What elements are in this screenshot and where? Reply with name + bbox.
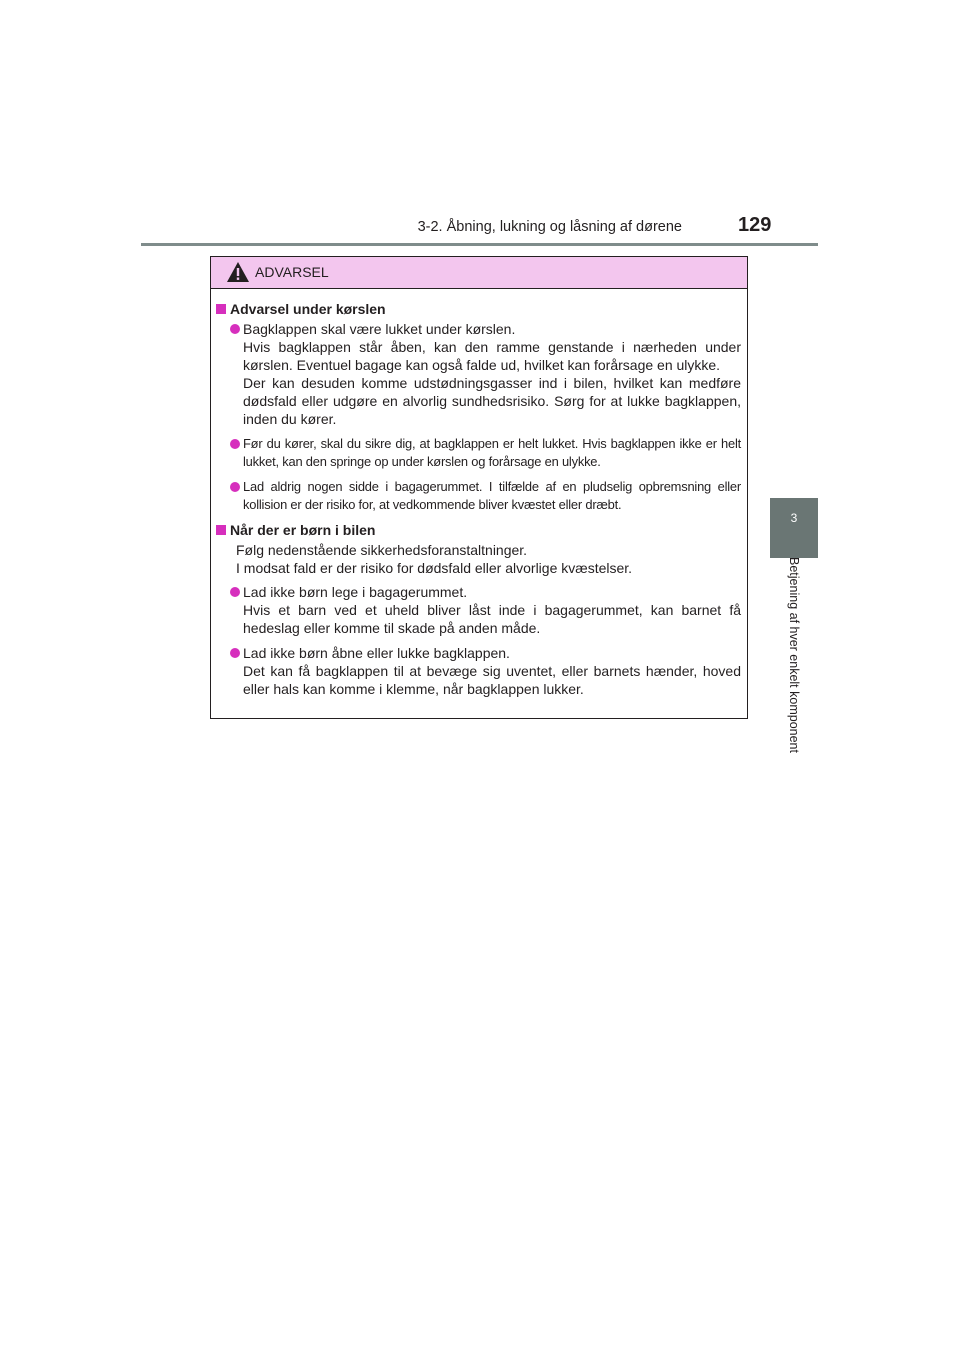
list-item	[216, 320, 741, 428]
section-intro-text: Følg nedenstående sikkerhedsforanstaltninger.	[236, 542, 528, 558]
warning-header	[211, 257, 747, 289]
section-intro	[216, 541, 741, 577]
circle-bullet-icon	[230, 324, 240, 334]
list-item-title: Lad ikke børn lege i bagagerummet.	[243, 584, 468, 600]
circle-bullet-icon	[230, 648, 240, 658]
section-intro-text: I modsat fald er der risiko for dødsfald eller alvorlige kvæstelser.	[236, 560, 633, 576]
warning-section	[216, 521, 741, 698]
circle-bullet-icon	[230, 587, 240, 597]
warning-section	[216, 300, 741, 514]
list-item	[216, 644, 741, 698]
chapter-label: Betjening af hver enkelt komponent	[787, 557, 801, 753]
list-item-text: Før du kører, skal du sikre dig, at bagklappen er helt lukket. Hvis bagklappen ikke er helt lukket, kan den springe op under kørslen og forårsage en ulykke.	[243, 436, 741, 469]
square-bullet-icon	[216, 525, 226, 535]
header-divider	[141, 243, 818, 246]
circle-bullet-icon	[230, 482, 240, 492]
warning-title: ADVARSEL	[255, 264, 329, 280]
section-heading	[216, 300, 741, 318]
chapter-number: 3	[790, 511, 798, 525]
list-item-text: Det kan få bagklappen til at bevæge sig uventet, eller barnets hænder, hoved eller hals kan komme i klemme, når bagklappen lukker.	[243, 663, 741, 697]
list-item-title: Lad ikke børn åbne eller lukke bagklappen.	[243, 645, 510, 661]
list-item-title: Bagklappen skal være lukket under kørslen.	[243, 321, 516, 337]
list-item	[216, 478, 741, 514]
section-heading-text: Advarsel under kørslen	[230, 301, 386, 317]
section-heading-text: Når der er børn i bilen	[230, 522, 376, 538]
list-item	[216, 583, 741, 637]
warning-body	[211, 289, 747, 698]
circle-bullet-icon	[230, 439, 240, 449]
section-heading	[216, 521, 741, 539]
list-item-text: Der kan desuden komme udstødningsgasser ind i bilen, hvilket kan medføre dødsfald eller udgøre en alvorlig sundhedsrisiko. Sørg for at lukke bagklappen, inden du kører.	[243, 375, 741, 427]
warning-triangle-icon	[226, 261, 250, 283]
square-bullet-icon	[216, 304, 226, 314]
list-item-text: Lad aldrig nogen sidde i bagagerummet. I tilfælde af en pludselig opbremsning eller kollision er der risiko for, at vedkommende bliver kvæstet eller dræbt.	[243, 479, 741, 512]
warning-box	[210, 256, 748, 719]
list-item-text: Hvis bagklappen står åben, kan den ramme genstande i nærheden under kørslen. Eventuel bagage kan også falde ud, hvilket kan forårsage en ulykke.	[243, 339, 741, 373]
list-item-text: Hvis et barn ved et uheld bliver låst inde i bagagerummet, kan barnet få hedeslag eller komme til skade på anden måde.	[243, 602, 741, 636]
list-item	[216, 435, 741, 471]
section-title: 3-2. Åbning, lukning og låsning af dørene	[417, 219, 682, 235]
chapter-tab	[770, 498, 818, 558]
page-number: 129	[738, 214, 772, 236]
